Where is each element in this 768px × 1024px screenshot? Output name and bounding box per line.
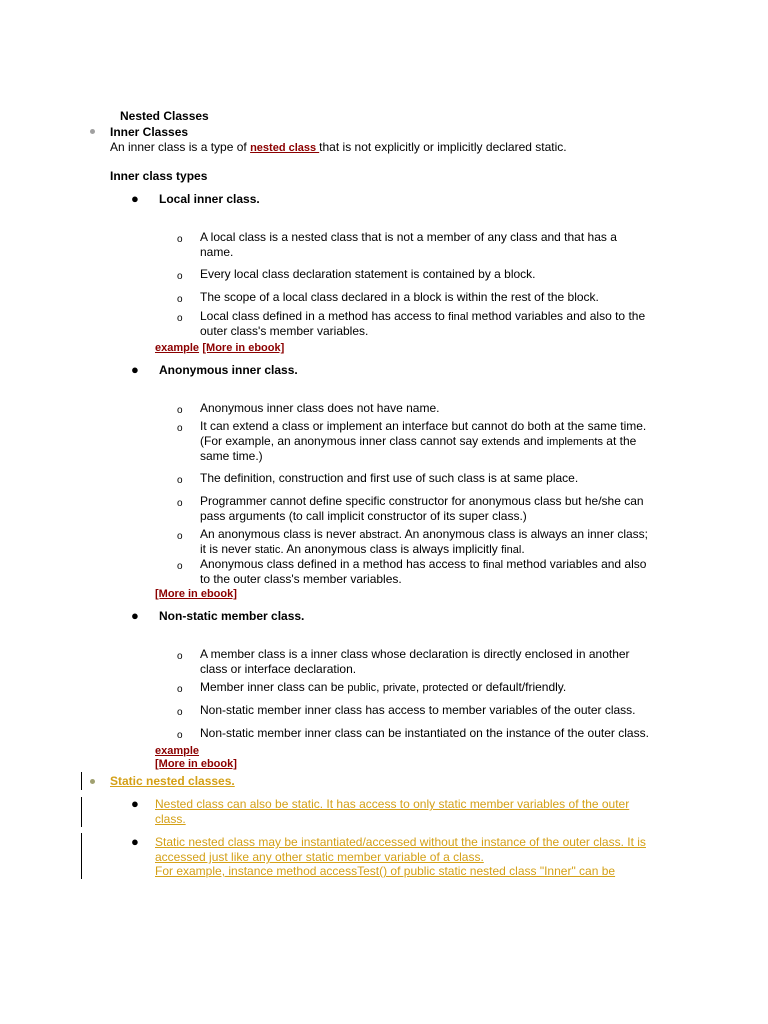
static-item-2b: accessed just like any other static member variable of a class. [155,850,484,864]
inner-classes-intro [110,140,567,156]
anon-item-1: Anonymous inner class does not have name. [200,401,440,415]
member-item-2 [200,680,566,695]
anon-item-4: Programmer cannot define specific constructor for anonymous class but he/she can [200,494,644,508]
member-item-2-text: Member inner class can be [200,680,348,694]
anon-item-6-end: method variables and also [503,557,647,571]
bullet-icon [90,779,95,784]
member-item-1: A member class is a inner class whose declaration is directly enclosed in another [200,647,630,661]
static-item-1b: class. [155,812,186,826]
static-item-1: Nested class can also be static. It has access to only static member variables of the outer [155,797,630,811]
bullet-icon: ● [131,608,139,623]
local-item-4-text: Local class defined in a method has access to [200,309,449,323]
anon-item-4b: pass arguments (to call implicit constructor of its super class.) [200,509,527,523]
bullet-icon: ● [131,796,139,811]
anon-item-3: The definition, construction and first use of such class is at same place. [200,471,579,485]
anon-item-2b [200,434,636,449]
circle-bullet-icon: o [177,561,183,572]
circle-bullet-icon: o [177,423,183,434]
code-final: final [501,544,522,556]
anon-item-6-text: Anonymous class defined in a method has access to [200,557,483,571]
code-private: private [382,682,416,694]
circle-bullet-icon: o [177,475,183,486]
types-heading: Inner class types [110,169,208,183]
anon-links [155,586,237,602]
circle-bullet-icon: o [177,313,183,324]
member-title: Non-static member class. [159,609,305,623]
anon-item-5b [200,542,525,557]
anon-item-2c: same time.) [200,449,263,463]
anon-item-5b-end: . [521,542,525,556]
example-link[interactable]: example [155,745,200,757]
bullet-icon: ● [131,834,139,849]
page-heading: Nested Classes [120,109,209,123]
nested-class-link[interactable]: nested class [250,142,320,154]
circle-bullet-icon: o [177,234,183,245]
local-item-4 [200,309,645,324]
local-links [155,340,284,356]
anon-item-6b: to the outer class's member variables. [200,572,402,586]
change-bar [81,797,82,827]
local-item-3: The scope of a local class declared in a block is within the rest of the block. [200,290,599,304]
separator: , [415,680,423,694]
code-protected: protected [422,682,469,694]
local-item-2: Every local class declaration statement is contained by a block. [200,267,536,281]
circle-bullet-icon: o [177,730,183,741]
code-extends: extends [481,436,521,448]
local-item-4b: outer class's member variables. [200,324,369,338]
circle-bullet-icon: o [177,684,183,695]
separator: , [376,680,383,694]
local-item-4-text-end: method variables and also to the [468,309,646,323]
code-final: final [448,311,469,323]
code-final: final [482,559,504,571]
circle-bullet-icon: o [177,707,183,718]
local-title: Local inner class. [159,192,260,206]
member-item-2-end: or default/friendly. [468,680,567,694]
member-item-3: Non-static member inner class has access to member variables of the outer class. [200,703,636,717]
circle-bullet-icon: o [177,531,183,542]
code-public: public [347,682,377,694]
static-item-2c: For example, instance method accessTest() of public static nested class "Inner" can be [155,864,616,878]
anon-item-2b-text: (For example, an anonymous inner class cannot say [200,434,482,448]
more-in-ebook-link[interactable]: [More in ebook] [202,342,285,354]
code-static: static [254,544,281,556]
code-implements: implements [546,436,603,448]
local-item-1: A local class is a nested class that is not a member of any class and that has a [200,230,617,244]
anon-item-5b-mid: . An anonymous class is always implicitly [280,542,502,556]
static-item-2: Static nested class may be instantiated/accessed without the instance of the outer class. It is [155,835,646,849]
static-nested-title: Static nested classes. [110,774,235,788]
anon-item-5-end: . An anonymous class is always an inner class; [398,527,649,541]
member-link-ebook [155,756,237,772]
local-item-1b: name. [200,245,234,259]
circle-bullet-icon: o [177,271,183,282]
anon-item-5 [200,527,648,542]
change-bar [81,772,82,790]
anon-item-2b-end: at the [602,434,637,448]
anon-item-5-text: An anonymous class is never [200,527,360,541]
change-bar [81,833,82,879]
circle-bullet-icon: o [177,405,183,416]
intro-text: An inner class is a type of [110,140,251,154]
member-item-1b: class or interface declaration. [200,662,357,676]
inner-classes-title: Inner Classes [110,125,189,139]
circle-bullet-icon: o [177,294,183,305]
code-abstract: abstract [359,529,399,541]
bullet-icon [90,129,95,134]
anon-item-2: It can extend a class or implement an interface but cannot do both at the same time. [200,419,647,433]
circle-bullet-icon: o [177,651,183,662]
anon-item-2b-mid: and [520,434,547,448]
member-item-4: Non-static member inner class can be instantiated on the instance of the outer class. [200,726,649,740]
anon-item-6 [200,557,646,572]
more-in-ebook-link[interactable]: [More in ebook] [155,758,237,770]
more-in-ebook-link[interactable]: [More in ebook] [155,588,237,600]
anon-item-5b-text: it is never [200,542,255,556]
bullet-icon: ● [131,191,139,206]
example-link[interactable]: example [155,342,200,354]
anon-title: Anonymous inner class. [159,363,298,377]
bullet-icon: ● [131,362,139,377]
intro-text-end: that is not explicitly or implicitly declared static. [319,140,567,154]
circle-bullet-icon: o [177,498,183,509]
